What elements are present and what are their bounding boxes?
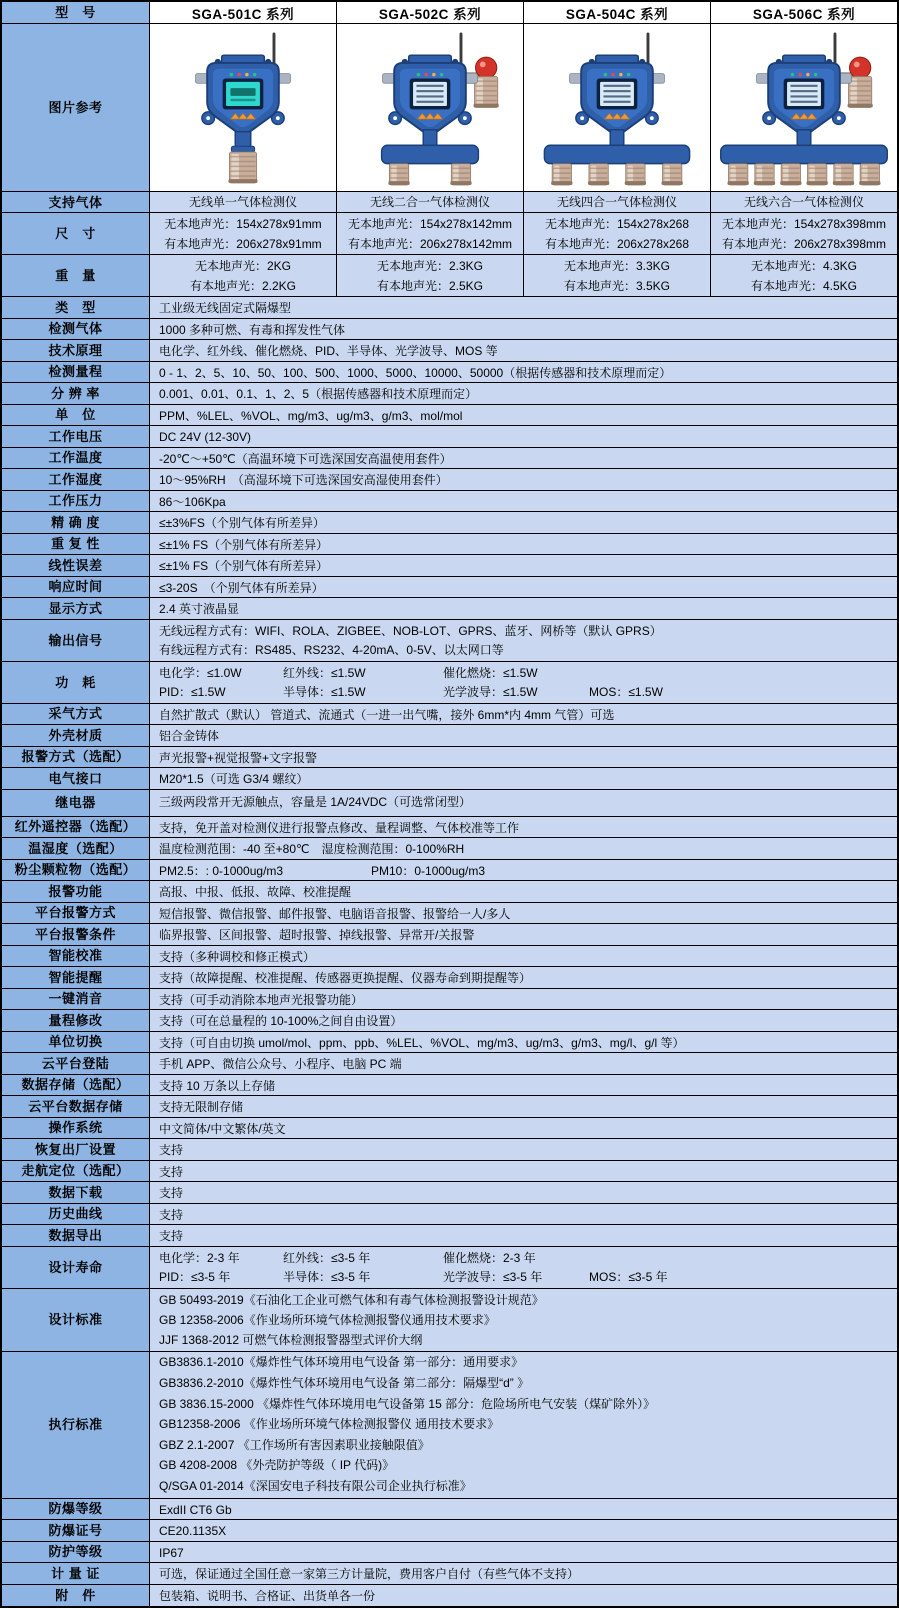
- model-column-header: SGA-506C 系列: [711, 2, 897, 23]
- spec-row-value: [150, 860, 897, 881]
- spec-row-value: [150, 1032, 897, 1053]
- spec-row: [2, 1542, 897, 1564]
- spec-row: [2, 1053, 897, 1075]
- spec-value-line: ≤±1% FS（个别气体有所差异）: [159, 559, 329, 573]
- spec-row: [2, 319, 897, 341]
- spec-value-line: 支持（可自由切换 umol/mol、ppm、ppb、%LEL、%VOL、mg/m3、ug/m3、g/m3、mg/l、g/l 等）: [159, 1035, 685, 1050]
- spec-value-cell: [337, 213, 524, 254]
- spec-row-label: 显示方式: [2, 598, 150, 619]
- spec-row-value: [150, 946, 897, 967]
- spec-row-label: 粉尘颗粒物（选配）: [2, 860, 150, 881]
- spec-row: [2, 725, 897, 747]
- spec-value-line: -20℃～+50℃（高温环境下可选深国安高温使用套件）: [159, 451, 452, 466]
- spec-value-line: 0.001、0.01、0.1、1、2、5（根据传感器和技术原理而定）: [159, 387, 478, 401]
- spec-value-line: 电化学、红外线、催化燃烧、PID、半导体、光学波导、MOS 等: [159, 344, 498, 358]
- spec-row: [2, 860, 897, 882]
- spec-row: [2, 967, 897, 989]
- spec-value-segment: 红外线：≤1.5W: [283, 665, 366, 680]
- spec-row: [2, 534, 897, 556]
- spec-value-line: IP67: [159, 1545, 184, 1560]
- spec-value-line: 有本地声光：206x278x398mm: [721, 236, 887, 251]
- spec-row-label: 历史曲线: [2, 1204, 150, 1225]
- spec-row-value: [150, 704, 897, 725]
- spec-value-segment: 红外线：≤3-5 年: [283, 1250, 371, 1265]
- spec-value-line: 支持: [159, 1186, 184, 1200]
- device-image-cell: [150, 24, 337, 191]
- spec-row-label: 功 耗: [2, 662, 150, 703]
- spec-row: [2, 512, 897, 534]
- spec-value-cell: [337, 255, 524, 296]
- spec-row: [2, 1352, 897, 1499]
- spec-row-label: 线性误差: [2, 555, 150, 576]
- spec-value-line: Q/SGA 01-2014《深国安电子科技有限公司企业执行标准》: [159, 1478, 472, 1493]
- spec-row-value: [150, 662, 897, 703]
- spec-row-value: [150, 1204, 897, 1225]
- spec-value-segment: PM10：0-1000ug/m3: [371, 863, 486, 878]
- spec-row-value: [150, 903, 897, 924]
- spec-value-line: CE20.1135X: [159, 1524, 227, 1538]
- spec-row: [2, 1182, 897, 1204]
- spec-row-label: 采气方式: [2, 704, 150, 725]
- spec-row: [2, 491, 897, 513]
- spec-value-segment: 催化燃烧：≤1.5W: [443, 665, 538, 680]
- wireless-single-gas-detector-image: [152, 26, 334, 189]
- spec-row-value: [150, 340, 897, 361]
- spec-row-label: 附 件: [2, 1585, 150, 1607]
- spec-value-line: 无本地声光：154x278x91mm: [164, 216, 322, 231]
- spec-row-value: [150, 512, 897, 533]
- model-column-header: SGA-501C 系列: [150, 2, 337, 23]
- model-column-header: SGA-502C 系列: [337, 2, 524, 23]
- spec-row: [2, 1520, 897, 1542]
- spec-row: [2, 598, 897, 620]
- spec-value-line: GB3836.2-2010《爆炸性气体环境用电气设备 第二部分：隔爆型“d” 》: [159, 1376, 530, 1391]
- spec-value-line: 支持（故障提醒、校准提醒、传感器更换提醒、仪器寿命到期提醒等）: [159, 971, 532, 985]
- spec-row-value: [150, 1139, 897, 1160]
- spec-value-segment: 光学波导：≤3-5 年: [443, 1270, 543, 1284]
- spec-value-segment: PID：≤1.5W: [159, 685, 226, 699]
- spec-row: [2, 1096, 897, 1118]
- product-image-row: [2, 24, 897, 192]
- spec-value-line: M20*1.5（可选 G3/4 螺纹）: [159, 772, 309, 786]
- spec-row-label: 云平台数据存储: [2, 1096, 150, 1117]
- spec-value-line: JJF 1368-2012 可燃气体检测报警器型式评价大纲: [159, 1332, 423, 1347]
- spec-value-line: 温度检测范围：-40 至+80℃ 湿度检测范围：0-100%RH: [159, 842, 465, 856]
- spec-value-line: ExdII CT6 Gb: [159, 1502, 232, 1517]
- image-row-label: 图片参考: [2, 24, 150, 191]
- spec-row-label: 工作电压: [2, 426, 150, 447]
- spec-row-value: [150, 1161, 897, 1182]
- spec-row-value: [150, 405, 897, 426]
- spec-row: [2, 1225, 897, 1247]
- spec-value-line: 支持: [159, 1143, 184, 1157]
- spec-value-line: 支持（可手动消除本地声光报警功能）: [159, 992, 364, 1007]
- spec-row: [2, 1118, 897, 1140]
- spec-row-label: 工作压力: [2, 491, 150, 512]
- spec-row-value: [150, 598, 897, 619]
- spec-value-line: 1000 多种可燃、有毒和挥发性气体: [159, 322, 346, 337]
- spec-row: [2, 1563, 897, 1585]
- spec-value-line: 中文简体/中文繁体/英文: [159, 1121, 286, 1136]
- spec-row-values: [150, 255, 897, 296]
- spec-row-value: [150, 967, 897, 988]
- spec-row-value: [150, 881, 897, 902]
- spec-row: [2, 555, 897, 577]
- spec-row-label: 数据存储（选配）: [2, 1075, 150, 1096]
- spec-value-line: [159, 663, 891, 683]
- spec-value-line: [159, 682, 891, 702]
- spec-value-segment: 半导体：≤3-5 年: [283, 1270, 371, 1284]
- spec-value-line: 有本地声光：2.2KG: [189, 278, 297, 293]
- spec-row-value: [150, 1182, 897, 1203]
- spec-row: [2, 817, 897, 839]
- spec-row-value: [150, 620, 897, 661]
- spec-row-label: 防爆等级: [2, 1499, 150, 1520]
- spec-row: [2, 448, 897, 470]
- spec-row-label: 云平台登陆: [2, 1053, 150, 1074]
- spec-row-label: 走航定位（选配）: [2, 1161, 150, 1182]
- spec-value-line: GB3836.1-2010《爆炸性气体环境用电气设备 第一部分：通用要求》: [159, 1355, 524, 1370]
- spec-value-line: 铝合金铸体: [159, 729, 220, 743]
- spec-value-line: [159, 1248, 891, 1268]
- spec-value-segment: 催化燃烧：2-3 年: [443, 1250, 536, 1265]
- spec-value-segment: 半导体：≤1.5W: [283, 685, 366, 699]
- spec-value-line: 无线六合一气体检测仪: [743, 195, 864, 209]
- spec-row-value: [150, 989, 897, 1010]
- spec-row: [2, 838, 897, 860]
- spec-row: [2, 192, 897, 213]
- spec-row: [2, 1289, 897, 1352]
- spec-row-value: [150, 383, 897, 404]
- spec-row-value: [150, 1010, 897, 1031]
- spec-value-cell: [711, 255, 897, 296]
- spec-value-line: 短信报警、微信报警、邮件报警、电脑语音报警、报警给一人/多人: [159, 906, 511, 921]
- model-column-header: SGA-504C 系列: [524, 2, 711, 23]
- spec-row-value: [150, 1563, 897, 1584]
- spec-row: [2, 1075, 897, 1097]
- spec-row-label: 执行标准: [2, 1352, 150, 1498]
- spec-value-line: 支持: [159, 1207, 184, 1222]
- spec-value-line: 临界报警、区间报警、超时报警、掉线报警、异常开/关报警: [159, 928, 475, 942]
- spec-row-label: 输出信号: [2, 620, 150, 661]
- spec-row-value: [150, 491, 897, 512]
- spec-row-value: [150, 426, 897, 447]
- spec-value-line: 有本地声光：2.5KG: [376, 278, 484, 293]
- spec-value-cell: [711, 192, 897, 212]
- spec-row-label: 单位切换: [2, 1032, 150, 1053]
- spec-row-label: 量程修改: [2, 1010, 150, 1031]
- spec-value-line: 有本地声光：4.5KG: [750, 278, 858, 293]
- spec-row: [2, 620, 897, 662]
- spec-row: [2, 340, 897, 362]
- spec-row: [2, 768, 897, 790]
- spec-row-value: [150, 1289, 897, 1351]
- spec-row-label: 重 复 性: [2, 534, 150, 555]
- spec-value-line: 支持 10 万条以上存储: [159, 1078, 276, 1093]
- spec-row-label: 精 确 度: [2, 512, 150, 533]
- spec-row-value: [150, 534, 897, 555]
- spec-value-line: 有本地声光：206x278x91mm: [164, 236, 322, 251]
- spec-row-value: [150, 817, 897, 838]
- spec-value-line: [159, 861, 891, 880]
- spec-value-line: 无本地声光：154x278x268: [544, 216, 690, 231]
- spec-row-label: 设计寿命: [2, 1247, 150, 1288]
- spec-value-line: GBZ 2.1-2007 《工作场所有害因素职业接触限值》: [159, 1437, 430, 1452]
- spec-row-value: [150, 469, 897, 490]
- spec-row-label: 尺 寸: [2, 213, 150, 254]
- spec-row-label: 智能提醒: [2, 967, 150, 988]
- spec-value-cell: [711, 213, 897, 254]
- spec-row-value: [150, 1075, 897, 1096]
- spec-value-line: 支持无限制存储: [159, 1100, 244, 1114]
- spec-value-segment: 电化学：≤1.0W: [159, 665, 242, 680]
- spec-row-label: 工作湿度: [2, 469, 150, 490]
- spec-value-line: 无本地声光：2KG: [194, 258, 291, 273]
- spec-row-label: 分 辨 率: [2, 383, 150, 404]
- spec-row-value: [150, 1247, 897, 1288]
- spec-row: [2, 1032, 897, 1054]
- spec-row: [2, 1010, 897, 1032]
- spec-value-line: 有本地声光：3.5KG: [563, 278, 671, 293]
- spec-row: [2, 989, 897, 1011]
- spec-value-line: 无线远程方式有：WIFI、ROLA、ZIGBEE、NOB-LOT、GPRS、蓝牙、网桥等（默认 GPRS）: [159, 623, 662, 638]
- spec-value-line: 支持（多种调校和修正模式）: [159, 949, 316, 964]
- spec-row-label: 报警功能: [2, 881, 150, 902]
- spec-row-label: 数据导出: [2, 1225, 150, 1246]
- spec-value-line: 高报、中报、低报、故障、校准提醒: [159, 885, 352, 899]
- spec-value-line: [159, 1267, 891, 1287]
- spec-rows: [2, 192, 897, 1606]
- spec-row-value: [150, 577, 897, 598]
- spec-row-value: [150, 1585, 897, 1607]
- spec-row-label: 平台报警方式: [2, 903, 150, 924]
- spec-value-line: PPM、%LEL、%VOL、mg/m3、ug/m3、g/m3、mol/mol: [159, 408, 463, 423]
- spec-row: [2, 469, 897, 491]
- spec-value-line: 声光报警+视觉报警+文字报警: [159, 750, 318, 765]
- spec-value-line: 手机 APP、微信公众号、小程序、电脑 PC 端: [159, 1057, 402, 1071]
- spec-row-label: 防爆证号: [2, 1520, 150, 1541]
- spec-value-cell: [524, 255, 711, 296]
- spec-row: [2, 255, 897, 297]
- spec-row-values: [150, 213, 897, 254]
- spec-value-line: 包装箱、说明书、合格证、出货单各一份: [159, 1588, 376, 1603]
- spec-value-cell: [150, 192, 337, 212]
- spec-row-label: 继电器: [2, 790, 150, 816]
- spec-row: [2, 704, 897, 726]
- spec-row-value: [150, 297, 897, 318]
- spec-row-label: 红外遥控器（选配）: [2, 817, 150, 838]
- spec-row: [2, 1204, 897, 1226]
- spec-row-value: [150, 790, 897, 816]
- spec-row-label: 操作系统: [2, 1118, 150, 1139]
- spec-value-line: 有本地声光：206x278x268: [544, 236, 690, 251]
- spec-row-value: [150, 319, 897, 340]
- spec-value-line: 工业级无线固定式隔爆型: [159, 301, 292, 315]
- spec-row-value: [150, 1096, 897, 1117]
- spec-value-segment: MOS：≤1.5W: [589, 685, 663, 699]
- spec-value-line: GB12358-2006 《作业场所环境气体检测报警仪 通用技术要求》: [159, 1417, 500, 1432]
- spec-value-line: GB 50493-2019《石油化工企业可燃气体和有毒气体检测报警设计规范》: [159, 1292, 544, 1307]
- spec-row-value: [150, 1542, 897, 1563]
- spec-row-label: 单 位: [2, 405, 150, 426]
- spec-row-label: 检测气体: [2, 319, 150, 340]
- spec-row: [2, 213, 897, 255]
- spec-row-label: 类 型: [2, 297, 150, 318]
- spec-value-line: ≤±3%FS（个别气体有所差异）: [159, 516, 325, 530]
- spec-value-line: 2.4 英寸液晶显: [159, 602, 240, 616]
- header-model-cells: [150, 2, 897, 23]
- spec-row-value: [150, 1352, 897, 1498]
- spec-row-label: 防护等级: [2, 1542, 150, 1563]
- spec-value-line: 有本地声光：206x278x142mm: [347, 236, 513, 251]
- spec-row-label: 支持气体: [2, 192, 150, 212]
- spec-row: [2, 1139, 897, 1161]
- spec-row-label: 重 量: [2, 255, 150, 296]
- spec-value-line: 0 - 1、2、5、10、50、100、500、1000、5000、10000、50000（根据传感器和技术原理而定）: [159, 365, 672, 380]
- header-model-label: 型 号: [2, 2, 150, 23]
- spec-row: [2, 1161, 897, 1183]
- spec-row-label: 检测量程: [2, 362, 150, 383]
- spec-row-value: [150, 747, 897, 768]
- device-image-cell: [337, 24, 524, 191]
- spec-row-value: [150, 1520, 897, 1541]
- spec-row: [2, 662, 897, 704]
- spec-row-value: [150, 768, 897, 789]
- spec-row: [2, 903, 897, 925]
- spec-value-line: 三级两段常开无源触点，容量是 1A/24VDC（可选常闭型）: [159, 795, 472, 809]
- spec-value-line: 支持，免开盖对检测仪进行报警点修改、量程调整、气体校准等工作: [159, 820, 520, 835]
- spec-row-label: 报警方式（选配）: [2, 747, 150, 768]
- spec-value-line: 支持: [159, 1229, 184, 1243]
- spec-value-cell: [150, 213, 337, 254]
- spec-row-label: 数据下载: [2, 1182, 150, 1203]
- spec-row-value: [150, 362, 897, 383]
- device-image-cell: [711, 24, 897, 191]
- spec-row-value: [150, 1499, 897, 1520]
- spec-row: [2, 790, 897, 817]
- spec-row-label: 温湿度（选配）: [2, 838, 150, 859]
- spec-row-label: 恢复出厂设置: [2, 1139, 150, 1160]
- spec-row: [2, 747, 897, 769]
- spec-value-line: GB 12358-2006《作业场所环境气体检测报警仪通用技术要求》: [159, 1312, 496, 1327]
- spec-value-line: ≤3-20S （个别气体有所差异）: [159, 580, 324, 595]
- spec-row-label: 工作温度: [2, 448, 150, 469]
- spec-row-value: [150, 555, 897, 576]
- spec-row: [2, 881, 897, 903]
- spec-row-label: 设计标准: [2, 1289, 150, 1351]
- spec-value-line: 支持: [159, 1164, 184, 1179]
- spec-value-line: 无本地声光：154x278x398mm: [721, 216, 887, 231]
- spec-row-label: 平台报警条件: [2, 924, 150, 945]
- spec-value-line: 10～95%RH （高湿环境下可选深国安高湿使用套件）: [159, 473, 448, 487]
- spec-value-cell: [524, 213, 711, 254]
- spec-row: [2, 924, 897, 946]
- spec-value-line: 86～106Kpa: [159, 494, 226, 509]
- spec-row: [2, 426, 897, 448]
- spec-row-value: [150, 924, 897, 945]
- table-header-row: [2, 2, 897, 24]
- spec-value-cell: [524, 192, 711, 212]
- spec-value-line: 无本地声光：4.3KG: [750, 258, 858, 273]
- spec-value-segment: MOS：≤3-5 年: [589, 1270, 668, 1284]
- spec-row: [2, 1585, 897, 1607]
- spec-value-line: 有线远程方式有：RS485、RS232、4-20mA、0-5V、以太网口等: [159, 643, 504, 657]
- spec-row: [2, 383, 897, 405]
- spec-row-label: 电气接口: [2, 768, 150, 789]
- spec-value-line: GB 3836.15-2000 《爆炸性气体环境用电气设备第 15 部分：危险场所电气安装（煤矿除外）》: [159, 1396, 656, 1411]
- spec-row-label: 外壳材质: [2, 725, 150, 746]
- device-image-cell: [524, 24, 711, 191]
- spec-value-segment: 光学波导：≤1.5W: [443, 685, 538, 699]
- spec-value-line: 可选，保证通过全国任意一家第三方计量院，费用客户自付（有些气体不支持）: [159, 1567, 580, 1581]
- spec-row-value: [150, 448, 897, 469]
- spec-value-cell: [150, 255, 337, 296]
- spec-row-value: [150, 725, 897, 746]
- spec-row-label: 响应时间: [2, 577, 150, 598]
- wireless-6in1-gas-detector-image: [713, 26, 895, 189]
- spec-value-segment: PM2.5：: 0-1000ug/m3: [159, 863, 284, 878]
- spec-value-line: 无本地声光：3.3KG: [563, 258, 671, 273]
- spec-row: [2, 577, 897, 599]
- spec-row-value: [150, 1225, 897, 1246]
- spec-value-line: 无本地声光：2.3KG: [376, 258, 484, 273]
- spec-row-value: [150, 838, 897, 859]
- spec-row: [2, 1247, 897, 1289]
- spec-value-line: 自然扩散式（默认） 管道式、流通式（一进一出气嘴，接外 6mm*内 4mm 气管）可选: [159, 707, 615, 722]
- spec-row: [2, 297, 897, 319]
- spec-value-line: 无线四合一气体检测仪: [556, 195, 677, 209]
- device-image-cells: [150, 24, 897, 191]
- spec-value-line: 无线单一气体检测仪: [188, 195, 297, 209]
- spec-row-values: [150, 192, 897, 212]
- spec-value-line: ≤±1% FS（个别气体有所差异）: [159, 537, 329, 552]
- spec-row: [2, 946, 897, 968]
- spec-row: [2, 362, 897, 384]
- spec-value-line: DC 24V (12-30V): [159, 430, 252, 444]
- spec-row-label: 智能校准: [2, 946, 150, 967]
- spec-row: [2, 405, 897, 427]
- spec-row-label: 一键消音: [2, 989, 150, 1010]
- spec-row-label: 技术原理: [2, 340, 150, 361]
- spec-row-label: 计 量 证: [2, 1563, 150, 1584]
- spec-value-line: 支持（可在总量程的 10-100%之间自由设置）: [159, 1014, 403, 1028]
- spec-value-cell: [337, 192, 524, 212]
- spec-row-value: [150, 1118, 897, 1139]
- spec-value-segment: PID：≤3-5 年: [159, 1270, 231, 1284]
- spec-row-value: [150, 1053, 897, 1074]
- wireless-2in1-gas-detector-image: [339, 26, 521, 189]
- spec-value-line: 无本地声光：154x278x142mm: [347, 216, 513, 231]
- spec-value-line: GB 4208-2008 《外壳防护等级（ IP 代码)》: [159, 1458, 395, 1473]
- spec-row: [2, 1499, 897, 1521]
- spec-value-segment: 电化学：2-3 年: [159, 1250, 240, 1265]
- wireless-4in1-gas-detector-image: [526, 26, 708, 189]
- spec-value-line: 无线二合一气体检测仪: [369, 195, 490, 209]
